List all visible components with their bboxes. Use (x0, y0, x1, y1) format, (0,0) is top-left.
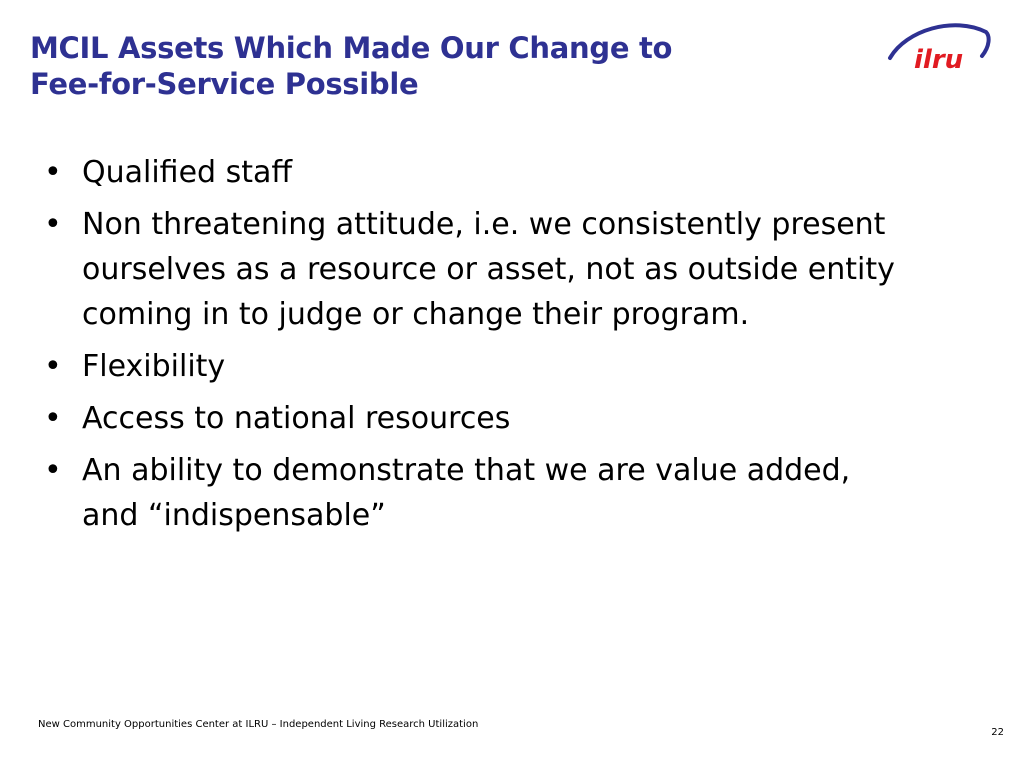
slide-footer: New Community Opportunities Center at ILRU – Independent Living Research Utilization (38, 719, 479, 730)
ilru-logo (884, 18, 994, 78)
bullet-text: Flexibility (82, 349, 226, 384)
slide-title (30, 30, 850, 102)
bullet-text: Access to national resources (82, 401, 511, 436)
logo-wordmark: ilru (914, 45, 964, 75)
bullet-marker: • (44, 349, 62, 384)
bullet-marker: • (44, 155, 62, 190)
slide-title-line-2: Fee-for-Service Possible (30, 67, 419, 101)
bullet-marker: • (44, 401, 62, 436)
ilru-logo-icon (884, 18, 994, 78)
bullet-item-non-threatening-attitude (44, 202, 984, 337)
bullet-text: An ability to demonstrate that we are value added, and “indispensable” (82, 453, 851, 533)
bullet-text: Qualified staff (82, 155, 293, 190)
bullet-text: Non threatening attitude, i.e. we consistently present ourselves as a resource or asset, not as outside entity coming in to judge or change their program. (82, 207, 895, 332)
bullet-item-value-added (44, 448, 984, 538)
bullet-item-national-resources (44, 396, 984, 441)
slide-title-line-1: MCIL Assets Which Made Our Change to (30, 31, 673, 65)
bullet-list (44, 150, 984, 545)
bullet-item-qualified-staff (44, 150, 984, 195)
bullet-item-flexibility (44, 344, 984, 389)
page-number: 22 (991, 727, 1004, 738)
bullet-marker: • (44, 453, 62, 488)
bullet-marker: • (44, 207, 62, 242)
